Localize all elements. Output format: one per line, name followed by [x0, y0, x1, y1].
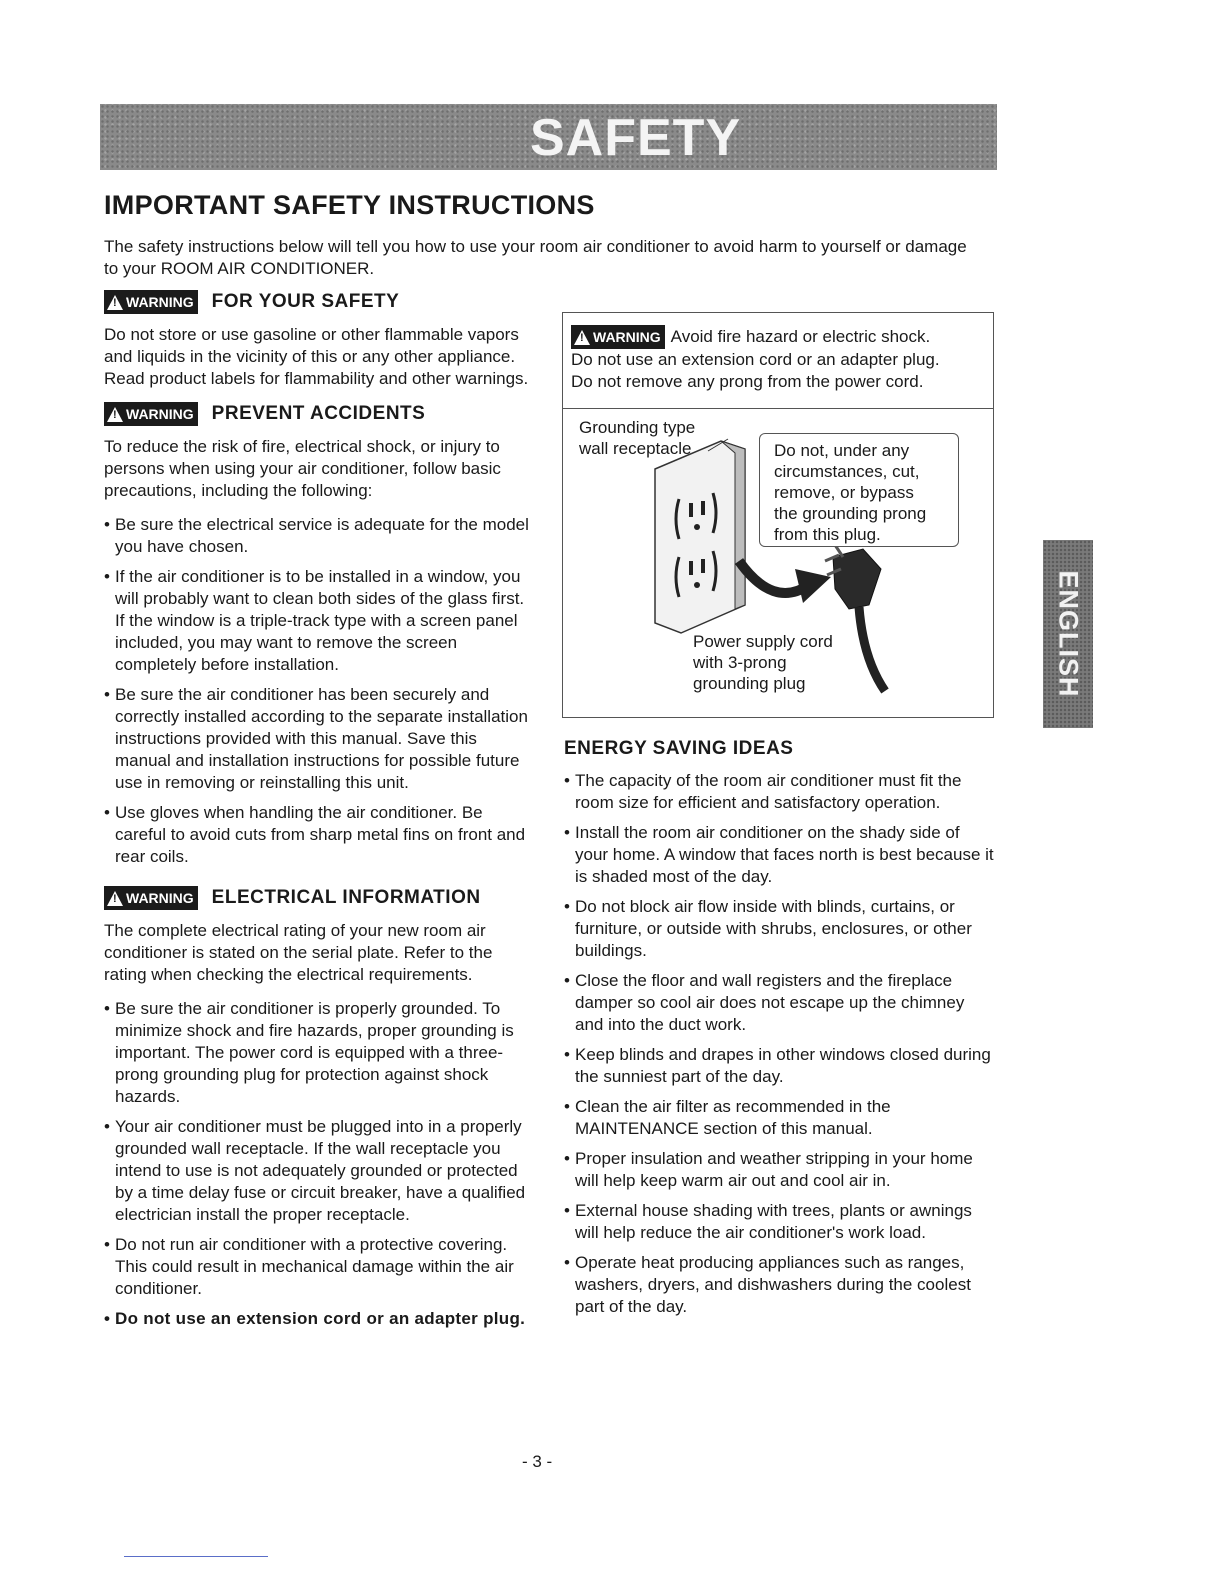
- list-item: • Clean the air filter as recommended in the MAINTENANCE section of this manual.: [564, 1096, 994, 1140]
- footer-rule: [124, 1556, 268, 1557]
- warning-box-text: [563, 313, 993, 409]
- accidents-list: [104, 514, 534, 868]
- warning-triangle-icon: [574, 330, 590, 345]
- page-title: IMPORTANT SAFETY INSTRUCTIONS: [104, 190, 595, 220]
- warning-triangle-icon: [107, 891, 123, 906]
- list-item: • Do not block air flow inside with blinds, curtains, or furniture, or outside with shrubs, enclosures, or other buildings.: [564, 896, 994, 962]
- upper-outlet-slot: [701, 501, 705, 515]
- lower-outlet-ground: [694, 582, 700, 588]
- list-item: • Close the floor and wall registers and the fireplace damper so cool air does not escape up the chimney and into the duct work.: [564, 970, 994, 1036]
- accidents-paragraph: To reduce the risk of fire, electrical shock, or injury to persons when using your air conditioner, follow basic precautions, including the following:: [104, 437, 501, 500]
- warning-box-line-1: ! WARNING Avoid fire hazard or electric shock.: [571, 325, 985, 349]
- list-item: • Install the room air conditioner on the shady side of your home. A window that faces north is best because it is shaded most of the day.: [564, 822, 994, 888]
- plug-icon: [833, 549, 881, 609]
- warning-triangle-icon: [107, 407, 123, 422]
- section-heading-text: FOR YOUR SAFETY: [211, 291, 400, 312]
- warning-box-line-2: Do not use an extension cord or an adapter plug.: [571, 350, 940, 369]
- list-item: • Operate heat producing appliances such as ranges, washers, dryers, and dishwashers during the coolest part of the day.: [564, 1252, 994, 1318]
- list-item: • Be sure the air conditioner is properly grounded. To minimize shock and fire hazards, proper grounding is important. The power cord is equipped with a three-prong grounding plug for protection against shock hazards.: [104, 998, 534, 1108]
- page-number: - 3 -: [522, 1452, 553, 1471]
- upper-outlet-ground: [694, 524, 700, 530]
- list-item: • Do not run air conditioner with a protective covering. This could result in mechanical damage within the air conditioner.: [104, 1234, 534, 1300]
- energy-heading: ENERGY SAVING IDEAS: [564, 738, 794, 759]
- warning-triangle-icon: [107, 295, 123, 310]
- list-item-bold: • Do not use an extension cord or an adapter plug.: [104, 1308, 534, 1330]
- receptacle-plate-icon: [655, 441, 745, 633]
- list-item: • The capacity of the room air conditioner must fit the room size for efficient and satisfactory operation.: [564, 770, 994, 814]
- arrow-head-icon: [795, 569, 831, 603]
- warning-badge: ! WARNING: [104, 290, 198, 314]
- banner-title: SAFETY: [530, 109, 742, 167]
- list-item: • Your air conditioner must be plugged into in a properly grounded wall receptacle. If the wall receptacle you intend to use is not adequately grounded or protected by a time delay fuse or circuit breaker, have a qualified electrician install the proper receptacle.: [104, 1116, 534, 1226]
- upper-outlet-slot: [689, 503, 693, 517]
- warning-badge: ! WARNING: [104, 402, 198, 426]
- receptacle-label: Grounding type wall receptacle: [579, 418, 696, 458]
- section-heading-text: ELECTRICAL INFORMATION: [211, 887, 481, 908]
- energy-list: [564, 770, 994, 1318]
- warning-badge: ! WARNING: [571, 325, 665, 349]
- list-item: • External house shading with trees, plants or awnings will help reduce the air conditioner's work load.: [564, 1200, 994, 1244]
- list-item: • Use gloves when handling the air conditioner. Be careful to avoid cuts from sharp metal fins on front and rear coils.: [104, 802, 534, 868]
- language-tab: [1043, 540, 1093, 728]
- left-column: [104, 290, 534, 1338]
- electrical-list: [104, 998, 534, 1330]
- list-item: • Be sure the electrical service is adequate for the model you have chosen.: [104, 514, 534, 558]
- warning-box: [562, 312, 994, 718]
- intro-paragraph: The safety instructions below will tell you how to use your room air conditioner to avoid harm to yourself or damage to your ROOM AIR CONDITIONER.: [104, 237, 967, 278]
- for-your-safety-heading: [104, 290, 534, 314]
- safety-paragraph: Do not store or use gasoline or other flammable vapors and liquids in the vicinity of this or any other appliance. Read product labels for flammability and other warnings.: [104, 325, 529, 388]
- section-heading-text: PREVENT ACCIDENTS: [211, 403, 426, 424]
- cord-label: Power supply cord with 3-prong grounding plug: [693, 632, 833, 693]
- list-item: • Keep blinds and drapes in other windows closed during the sunniest part of the day.: [564, 1044, 994, 1088]
- prevent-accidents-heading: [104, 402, 534, 426]
- power-cord-icon: [859, 607, 885, 691]
- warning-badge: ! WARNING: [104, 886, 198, 910]
- grounding-callout: Do not, under any circumstances, cut, remove, or bypass the grounding prong from this plug.: [759, 433, 959, 547]
- electrical-paragraph: The complete electrical rating of your new room air conditioner is stated on the serial plate. Refer to the rating when checking the electrical requirements.: [104, 921, 493, 984]
- lower-outlet-slot: [689, 561, 693, 575]
- grounding-diagram: [563, 409, 993, 717]
- energy-saving-section: [564, 738, 994, 1326]
- list-item: • If the air conditioner is to be installed in a window, you will probably want to clean both sides of the glass first. If the window is a triple-track type with a screen panel included, you may want to remove the screen completely before installation.: [104, 566, 534, 676]
- safety-banner: [100, 104, 997, 170]
- language-tab-label: ENGLISH: [1053, 570, 1084, 698]
- list-item: • Proper insulation and weather stripping in your home will help keep warm air out and cool air in.: [564, 1148, 994, 1192]
- lower-outlet-slot: [701, 559, 705, 573]
- list-item: • Be sure the air conditioner has been securely and correctly installed according to the separate installation instructions provided with this manual. Save this manual and installation instructions for possible future use in removing or reinstalling this unit.: [104, 684, 534, 794]
- electrical-information-heading: [104, 886, 534, 910]
- warning-box-line-3: Do not remove any prong from the power cord.: [571, 372, 924, 391]
